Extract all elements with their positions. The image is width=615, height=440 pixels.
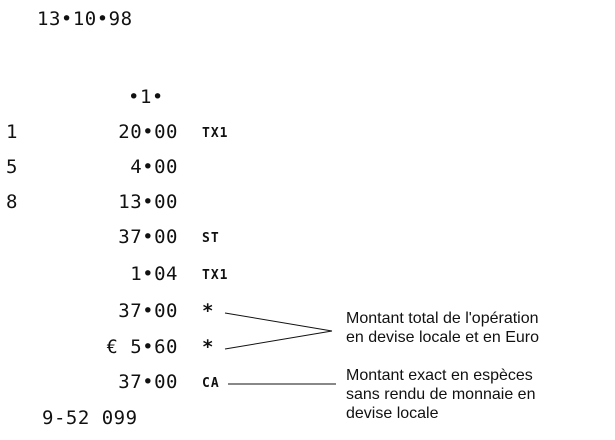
leader-line-total-local (225, 313, 332, 331)
subtotal-amount: 37•00 (118, 226, 178, 248)
total-local-code: * (202, 300, 214, 322)
item-1-code: TX1 (202, 126, 229, 141)
tax-amount: 1•04 (130, 263, 178, 285)
receipt-footer: 9-52 099 (42, 407, 138, 429)
receipt-date: 13•10•98 (37, 8, 133, 30)
item-1-amount: 20•00 (118, 121, 178, 143)
annotation-cash-line-2: sans rendu de monnaie en (346, 386, 536, 403)
item-3-qty: 8 (6, 191, 18, 213)
total-euro-code: * (202, 336, 214, 358)
item-2-amount: 4•00 (130, 156, 178, 178)
tax-code: TX1 (202, 268, 229, 283)
cash-code: CA (202, 376, 220, 391)
item-2-qty: 5 (6, 156, 18, 178)
annotation-total-line-1: Montant total de l'opération (346, 310, 539, 327)
receipt-counter: •1• (128, 86, 164, 108)
item-3-amount: 13•00 (118, 191, 178, 213)
total-euro-amount: € 5•60 (106, 336, 178, 358)
annotation-cash-line-1: Montant exact en espèces (346, 367, 533, 384)
annotation-cash (346, 366, 535, 423)
leader-line-total-euro (225, 331, 332, 349)
annotation-total-line-2: en devise locale et en Euro (346, 329, 540, 346)
annotation-total (346, 309, 539, 347)
item-1-qty: 1 (6, 121, 18, 143)
annotation-cash-line-3: devise locale (346, 405, 439, 422)
subtotal-code: ST (202, 231, 220, 246)
cash-amount: 37•00 (118, 371, 178, 393)
total-local-amount: 37•00 (118, 300, 178, 322)
